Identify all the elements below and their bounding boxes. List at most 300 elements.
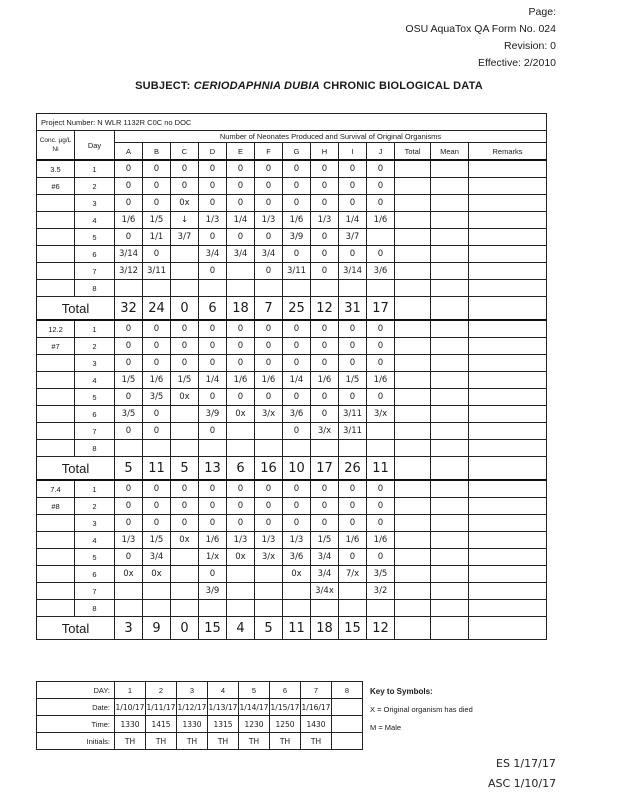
neonate-count: 0 (115, 480, 143, 498)
neonate-count (311, 280, 339, 297)
neonate-count: 3/14 (115, 246, 143, 263)
initials-row-cell: TH (208, 733, 239, 750)
neonate-count: 0 (143, 178, 171, 195)
neonate-count: 0x (171, 195, 199, 212)
row-mean (431, 406, 469, 423)
row-mean (431, 280, 469, 297)
conc-header: Conc. µg/L Ni (37, 131, 75, 161)
legend-m: M = Male (370, 723, 402, 732)
neonate-count (143, 440, 171, 457)
data-table (36, 113, 547, 640)
day-row (37, 212, 547, 229)
legend-x: X = Original organism has died (370, 705, 473, 714)
neonate-count: 0 (199, 355, 227, 372)
neonate-count: 0 (255, 389, 283, 406)
neonate-count: 1/5 (115, 372, 143, 389)
neonate-count: 0 (143, 480, 171, 498)
conc-blank (37, 440, 75, 457)
total-remarks (469, 297, 547, 321)
day-row (37, 178, 547, 195)
neonate-count (255, 583, 283, 600)
neonate-count (255, 440, 283, 457)
neonate-count: 0 (339, 338, 367, 355)
neonate-count (143, 600, 171, 617)
neonate-count (199, 280, 227, 297)
neonate-count: 0 (143, 338, 171, 355)
neonate-count (255, 600, 283, 617)
neonate-count: 0 (115, 355, 143, 372)
neonate-count: 3/6 (283, 549, 311, 566)
total-row (37, 457, 547, 481)
conc-blank (37, 583, 75, 600)
neonate-count: 0 (283, 355, 311, 372)
row-total (395, 583, 431, 600)
conc-blank (37, 600, 75, 617)
row-total (395, 372, 431, 389)
neonate-count: 0x (143, 566, 171, 583)
neonate-count: 0 (171, 338, 199, 355)
total-label: Total (37, 617, 115, 640)
neonate-count: 0 (255, 480, 283, 498)
neonate-count: 0 (311, 263, 339, 280)
initials-row-cell: TH (301, 733, 332, 750)
total-value: 11 (367, 457, 395, 481)
neonate-count (171, 440, 199, 457)
neonate-count: 3/5 (115, 406, 143, 423)
conc-blank (37, 195, 75, 212)
total-value: 18 (227, 297, 255, 321)
row-mean (431, 600, 469, 617)
neonate-count: 0 (339, 498, 367, 515)
row-total (395, 498, 431, 515)
neonate-count (311, 600, 339, 617)
neonate-count: 0 (339, 480, 367, 498)
row-remarks (469, 195, 547, 212)
total-value: 3 (115, 617, 143, 640)
neonate-count (171, 406, 199, 423)
day-row (37, 372, 547, 389)
row-remarks (469, 600, 547, 617)
day-row (37, 566, 547, 583)
neonate-count: 3/9 (199, 583, 227, 600)
neonate-count (339, 600, 367, 617)
initials-row-cell: TH (270, 733, 301, 750)
replicate-header: A (115, 143, 143, 161)
neonate-count: 0 (367, 389, 395, 406)
neonate-count: 0 (143, 195, 171, 212)
total-value: 32 (115, 297, 143, 321)
row-remarks (469, 406, 547, 423)
neonate-count: 1/6 (367, 372, 395, 389)
neonate-count: 1/5 (143, 532, 171, 549)
total-value: 5 (171, 457, 199, 481)
neonate-count: 0x (227, 406, 255, 423)
neonate-count (227, 440, 255, 457)
day-row (37, 320, 547, 338)
neonate-count: 0x (227, 549, 255, 566)
day-number: 3 (75, 515, 115, 532)
day-number: 7 (75, 263, 115, 280)
neonate-count: 1/3 (227, 532, 255, 549)
row-mean (431, 480, 469, 498)
neonate-count: 3/14 (339, 263, 367, 280)
neonate-count (115, 583, 143, 600)
row-remarks (469, 480, 547, 498)
row-remarks (469, 320, 547, 338)
neonate-count: 3/5 (143, 389, 171, 406)
conc-blank (37, 515, 75, 532)
neonate-count (227, 566, 255, 583)
neonate-count: 0 (115, 423, 143, 440)
neonate-count: 1/3 (255, 212, 283, 229)
day-row (37, 515, 547, 532)
row-remarks (469, 246, 547, 263)
row-total (395, 600, 431, 617)
neonate-count: 3/6 (367, 263, 395, 280)
row-remarks (469, 532, 547, 549)
row-mean (431, 195, 469, 212)
neonate-count: 0 (143, 515, 171, 532)
neonate-count: 0 (199, 423, 227, 440)
total-value: 16 (255, 457, 283, 481)
date-row (37, 699, 363, 716)
time-row-cell: 1230 (239, 716, 270, 733)
replicate-header: G (283, 143, 311, 161)
neonate-count (283, 600, 311, 617)
conc-blank (37, 566, 75, 583)
day-header-row-cell: 7 (301, 682, 332, 699)
conc-value: 7.4 (37, 480, 75, 498)
effective-date: Effective: 2/2010 (477, 57, 556, 69)
neonate-count: 0 (227, 480, 255, 498)
day-number: 1 (75, 320, 115, 338)
total-value: 4 (227, 617, 255, 640)
neonate-count: 0 (143, 423, 171, 440)
neonate-count: 3/4 (143, 549, 171, 566)
date-row-cell: 1/13/17 (208, 699, 239, 716)
neonate-count: 0 (283, 178, 311, 195)
neonate-count (171, 583, 199, 600)
row-total (395, 229, 431, 246)
neonate-count: 0 (227, 160, 255, 178)
neonate-count: 0 (311, 389, 339, 406)
neonate-count: 0 (339, 515, 367, 532)
day-number: 6 (75, 406, 115, 423)
neonate-count: 0 (255, 355, 283, 372)
row-total (395, 440, 431, 457)
neonate-count: 1/3 (255, 532, 283, 549)
row-total (395, 549, 431, 566)
container-id: #7 (37, 338, 75, 355)
day-number: 7 (75, 423, 115, 440)
total-value: 6 (199, 297, 227, 321)
date-row-cell: 1/15/17 (270, 699, 301, 716)
total-label: Total (37, 297, 115, 321)
conc-value: 3.5 (37, 160, 75, 178)
neonate-count: 3/x (311, 423, 339, 440)
neonate-count: 0 (199, 480, 227, 498)
neonate-count: 0 (367, 515, 395, 532)
row-mean (431, 498, 469, 515)
neonate-count: 0 (311, 178, 339, 195)
mean-header: Mean (431, 143, 469, 161)
day-number: 2 (75, 338, 115, 355)
row-total (395, 195, 431, 212)
neonate-count: 0 (143, 406, 171, 423)
total-value: 11 (283, 617, 311, 640)
neonate-count: 3/11 (143, 263, 171, 280)
neonate-count (227, 600, 255, 617)
neonate-count: 0 (311, 246, 339, 263)
total-value: 11 (143, 457, 171, 481)
total-row (37, 297, 547, 321)
row-mean (431, 532, 469, 549)
row-total (395, 246, 431, 263)
neonate-count: 1/3 (115, 532, 143, 549)
neonate-count: 3/9 (199, 406, 227, 423)
replicate-header: E (227, 143, 255, 161)
legend-title: Key to Symbols: (370, 687, 433, 696)
neonate-count: 0x (283, 566, 311, 583)
neonate-count: 0 (115, 389, 143, 406)
row-remarks (469, 338, 547, 355)
neonate-count: 0 (115, 178, 143, 195)
time-row-cell: 1315 (208, 716, 239, 733)
conc-blank (37, 549, 75, 566)
signature-1: ES 1/17/17 (496, 757, 556, 770)
replicate-header: I (339, 143, 367, 161)
total-mean (431, 457, 469, 481)
day-header-row-cell: 2 (146, 682, 177, 699)
neonate-count (115, 440, 143, 457)
day-number: 5 (75, 549, 115, 566)
initials-row-cell: TH (115, 733, 146, 750)
neonate-count (367, 440, 395, 457)
neonate-count: 0 (311, 320, 339, 338)
neonate-count: 1/6 (283, 212, 311, 229)
total-value: 6 (227, 457, 255, 481)
row-mean (431, 372, 469, 389)
neonate-count: 0 (227, 195, 255, 212)
neonate-count: 0 (367, 246, 395, 263)
subject-title (0, 80, 618, 92)
neonate-count: 0 (311, 195, 339, 212)
day-number: 1 (75, 160, 115, 178)
row-mean (431, 440, 469, 457)
total-value: 26 (339, 457, 367, 481)
neonate-count: 3/11 (283, 263, 311, 280)
date-row-cell: 1/14/17 (239, 699, 270, 716)
neonate-count: 0 (367, 498, 395, 515)
neonate-count: 0 (367, 355, 395, 372)
neonate-count: 0 (227, 338, 255, 355)
neonate-count (171, 263, 199, 280)
row-remarks (469, 498, 547, 515)
subject-suffix: CHRONIC BIOLOGICAL DATA (323, 80, 483, 92)
neonate-count: 1/6 (311, 372, 339, 389)
total-row (37, 617, 547, 640)
row-mean (431, 549, 469, 566)
date-row-label: Date: (37, 699, 115, 716)
row-remarks (469, 178, 547, 195)
neonate-count (283, 583, 311, 600)
total-value: 5 (255, 617, 283, 640)
total-value: 15 (339, 617, 367, 640)
row-mean (431, 355, 469, 372)
day-row (37, 532, 547, 549)
neonate-count: 0 (311, 498, 339, 515)
time-row-label: Time: (37, 716, 115, 733)
neonate-count (199, 440, 227, 457)
total-remarks (469, 617, 547, 640)
neonate-count: 0 (199, 195, 227, 212)
day-row (37, 389, 547, 406)
neonate-count (171, 566, 199, 583)
neonate-count: 0 (171, 160, 199, 178)
day-number: 8 (75, 600, 115, 617)
time-row-cell (332, 716, 363, 733)
neonate-count: 3/4 (311, 566, 339, 583)
neonate-count: 0 (339, 246, 367, 263)
total-mean (431, 297, 469, 321)
total-sum (395, 457, 431, 481)
neonate-count (283, 440, 311, 457)
neonate-count: 0 (255, 229, 283, 246)
neonate-count: 1/5 (339, 372, 367, 389)
day-row (37, 160, 547, 178)
conc-value: 12.2 (37, 320, 75, 338)
neonate-count: 1/6 (255, 372, 283, 389)
neonate-count: 3/4x (311, 583, 339, 600)
form-header (405, 4, 556, 72)
time-row-cell: 1330 (115, 716, 146, 733)
neonate-count: 3/5 (367, 566, 395, 583)
neonate-count: 0 (339, 160, 367, 178)
day-number: 4 (75, 532, 115, 549)
neonate-count: 0 (283, 338, 311, 355)
neonate-count: 1/4 (283, 372, 311, 389)
neonate-count: 0 (283, 195, 311, 212)
row-mean (431, 566, 469, 583)
row-mean (431, 338, 469, 355)
neonate-count: 0 (339, 389, 367, 406)
row-total (395, 263, 431, 280)
neonate-count: ↓ (171, 212, 199, 229)
neonate-count: 1/3 (311, 212, 339, 229)
day-number: 4 (75, 212, 115, 229)
neonate-count (255, 566, 283, 583)
page-label: Page: (528, 6, 556, 18)
neonate-count: 0 (199, 229, 227, 246)
revision: Revision: 0 (504, 40, 556, 52)
total-value: 17 (311, 457, 339, 481)
row-mean (431, 583, 469, 600)
total-value: 0 (171, 297, 199, 321)
replicate-header: H (311, 143, 339, 161)
neonate-count: 1/5 (311, 532, 339, 549)
row-total (395, 406, 431, 423)
row-remarks (469, 280, 547, 297)
neonate-count (199, 600, 227, 617)
day-row (37, 280, 547, 297)
neonate-count: 0 (115, 195, 143, 212)
day-number: 1 (75, 480, 115, 498)
neonate-count: 0 (311, 515, 339, 532)
date-row-cell: 1/10/17 (115, 699, 146, 716)
row-total (395, 355, 431, 372)
neonate-count (367, 229, 395, 246)
neonate-count: 1/x (199, 549, 227, 566)
day-number: 2 (75, 498, 115, 515)
form-number: OSU AquaTox QA Form No. 024 (405, 23, 556, 35)
row-total (395, 212, 431, 229)
neonate-count: 1/4 (339, 212, 367, 229)
replicate-header: B (143, 143, 171, 161)
neonate-count: 0 (199, 338, 227, 355)
conc-blank (37, 355, 75, 372)
neonate-count (255, 423, 283, 440)
row-mean (431, 515, 469, 532)
neonate-count: 0x (171, 532, 199, 549)
total-label: Total (37, 457, 115, 481)
neonate-count: 0 (227, 229, 255, 246)
neonate-count: 1/6 (227, 372, 255, 389)
day-header-row-cell: 4 (208, 682, 239, 699)
neonate-count: 0 (143, 498, 171, 515)
neonate-count: 0 (255, 178, 283, 195)
neonate-count: 1/3 (199, 212, 227, 229)
day-row (37, 480, 547, 498)
neonate-count: 0 (255, 263, 283, 280)
neonate-count (311, 440, 339, 457)
replicate-header: F (255, 143, 283, 161)
row-remarks (469, 212, 547, 229)
row-remarks (469, 372, 547, 389)
date-row-cell: 1/12/17 (177, 699, 208, 716)
neonate-count: 3/x (367, 406, 395, 423)
conc-blank (37, 532, 75, 549)
neonate-count: 0 (367, 178, 395, 195)
neonate-count: 1/5 (171, 372, 199, 389)
neonate-count: 0 (367, 195, 395, 212)
row-total (395, 280, 431, 297)
total-value: 12 (311, 297, 339, 321)
day-row (37, 246, 547, 263)
day-row (37, 440, 547, 457)
row-total (395, 480, 431, 498)
day-header-row-cell: 3 (177, 682, 208, 699)
neonate-count: 0 (367, 320, 395, 338)
neonate-count: 3/x (255, 406, 283, 423)
day-row (37, 498, 547, 515)
neonate-count: 0 (171, 320, 199, 338)
day-row (37, 423, 547, 440)
row-mean (431, 246, 469, 263)
initials-row-cell: TH (146, 733, 177, 750)
neonate-count: 0 (227, 178, 255, 195)
row-total (395, 338, 431, 355)
neonate-count: 1/6 (143, 372, 171, 389)
neonate-count: 3/9 (283, 229, 311, 246)
neonate-count: 3/4 (227, 246, 255, 263)
initials-row-cell: TH (177, 733, 208, 750)
neonate-count: 0x (115, 566, 143, 583)
neonate-count: 0 (311, 406, 339, 423)
total-value: 17 (367, 297, 395, 321)
day-row (37, 229, 547, 246)
neonate-count: 0 (115, 338, 143, 355)
neonate-count: 0 (311, 355, 339, 372)
